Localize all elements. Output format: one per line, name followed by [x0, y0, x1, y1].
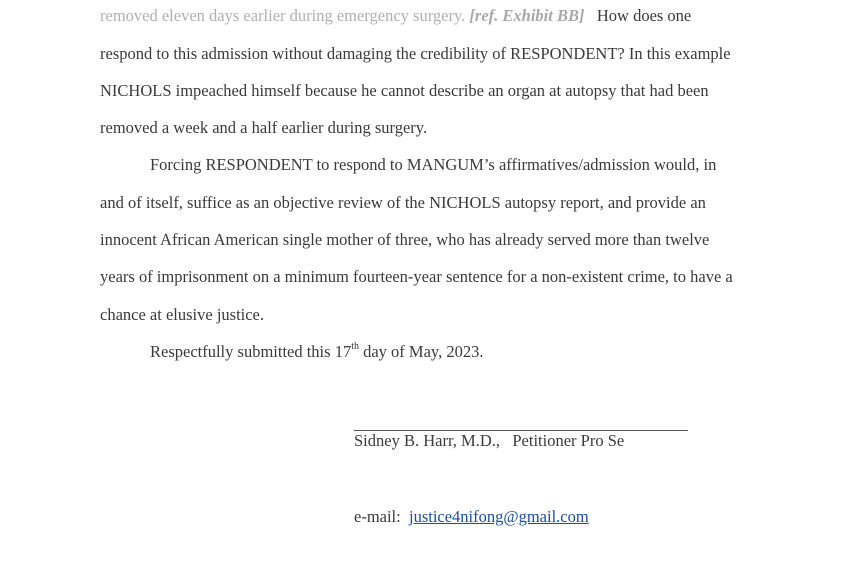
paragraph1-line4: removed a week and a half earlier during surgery.: [100, 118, 428, 137]
paragraph2-line5: chance at elusive justice.: [100, 305, 265, 324]
paragraph2-line3: innocent African American single mother of three, who has already served more than twelve: [100, 230, 710, 249]
paragraph1-line2: respond to this admission without damaging the credibility of RESPONDENT? In this example: [100, 44, 731, 63]
closing-line: [150, 342, 483, 362]
email-label: e-mail:: [354, 507, 401, 526]
email-line: [354, 507, 589, 527]
closing-suffix: day of May, 2023.: [358, 342, 484, 361]
exhibit-reference: [ref. Exhibit BB]: [469, 6, 585, 25]
paragraph1-line1: [100, 6, 691, 26]
paragraph2-line2: and of itself, suffice as an objective review of the NICHOLS autopsy report, and provide an: [100, 193, 706, 212]
faded-text: removed eleven days earlier during emergency surgery.: [100, 6, 466, 25]
closing-prefix: Respectfully submitted this 17: [150, 342, 352, 361]
document-page: [100, 0, 750, 561]
paragraph2-line1: Forcing RESPONDENT to respond to MANGUM’s affirmatives/admission would, in: [150, 155, 717, 174]
signature-name: Sidney B. Harr, M.D., Petitioner Pro Se: [354, 431, 625, 450]
email-link[interactable]: justice4nifong@gmail.com: [408, 507, 589, 526]
paragraph1-line1-rest: How does one: [596, 6, 692, 25]
paragraph1-line3: NICHOLS impeached himself because he cannot describe an organ at autopsy that had been: [100, 81, 709, 100]
closing-superscript: th: [351, 340, 359, 352]
paragraph2-line4: years of imprisonment on a minimum fourteen-year sentence for a non-existent crime, to have a: [100, 267, 733, 286]
